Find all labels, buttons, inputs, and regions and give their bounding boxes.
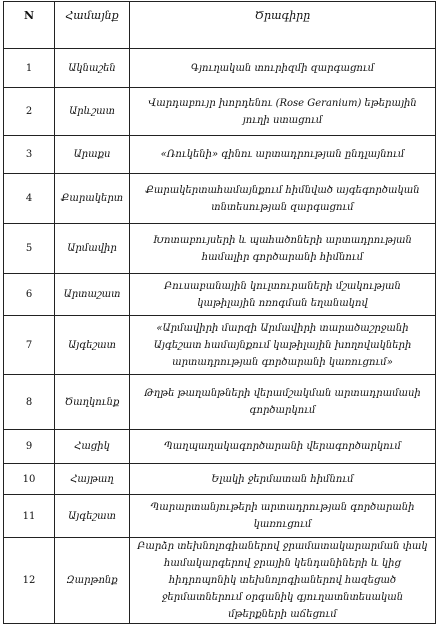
row-program: Բուսաբանային կուլտուրաների մշակության կաթիլային ոռոգման եղանակով	[130, 274, 436, 316]
table-row	[4, 49, 436, 88]
row-community: Հացիկ	[55, 430, 130, 464]
row-program: Բարձր տեխնոլոգիաներով ջրամատակարարման փակ համակարգերով ջրային կենդանիների և կից հիդրոպոնիկ տեխնոլոգիաներով հազեցած ջերմատներում օրգանիկ գյուղատնտեսական մթերքների աճեցում	[130, 538, 436, 624]
row-number: 7	[4, 316, 55, 375]
row-community: Արևշատ	[55, 88, 130, 136]
row-community: Արաքս	[55, 136, 130, 174]
row-number: 12	[4, 538, 55, 624]
table-row	[4, 174, 436, 224]
row-program: Գյուղական տուրիզմի զարգացում	[130, 49, 436, 88]
row-community: Արտաշատ	[55, 274, 130, 316]
row-number: 9	[4, 430, 55, 464]
table-body	[4, 49, 436, 624]
table-row	[4, 88, 436, 136]
table-row	[4, 495, 436, 538]
row-program: Պաղպաղակագործարանի վերագործարկում	[130, 430, 436, 464]
row-number: 2	[4, 88, 55, 136]
header-community: Համայնք	[55, 2, 130, 49]
row-program: Ելակի ջերմատան հիմնում	[130, 464, 436, 495]
row-program: Խոտաբույսերի և պահածոների արտադրության համալիր գործարանի հիմնում	[130, 224, 436, 274]
row-program: «Արմավիրի մարզի Արմավիրի տարածաշրջանի Այգեշատ համայնքում կաթիլային խողովակների արտադրության գործարանի կառուցում»	[130, 316, 436, 375]
row-community: Այգեշատ	[55, 316, 130, 375]
row-number: 1	[4, 49, 55, 88]
row-program: Թղթե թաղանթների վերամշակման արտադրամասի գործարկում	[130, 375, 436, 430]
row-community: Այգեշատ	[55, 495, 130, 538]
row-program: Պարարտանյութերի արտադրության գործարանի կառուցում	[130, 495, 436, 538]
row-number: 4	[4, 174, 55, 224]
header-number: N	[4, 2, 55, 49]
table-row	[4, 136, 436, 174]
table-row	[4, 375, 436, 430]
row-community: Զարթոնք	[55, 538, 130, 624]
row-number: 6	[4, 274, 55, 316]
table-row	[4, 316, 436, 375]
row-community: Հայթաղ	[55, 464, 130, 495]
header-program: Ծրագիրը	[130, 2, 436, 49]
row-number: 5	[4, 224, 55, 274]
row-community: Ակնաշեն	[55, 49, 130, 88]
table-row	[4, 430, 436, 464]
table-row	[4, 464, 436, 495]
programs-table	[3, 1, 436, 624]
table-row	[4, 224, 436, 274]
document-page	[3, 1, 435, 624]
row-number: 11	[4, 495, 55, 538]
row-community: Քարակերտ	[55, 174, 130, 224]
header-row	[4, 2, 436, 49]
row-program: «Ռուկենի» գինու արտադրության ընդլայնում	[130, 136, 436, 174]
row-number: 3	[4, 136, 55, 174]
table-row	[4, 538, 436, 624]
row-number: 8	[4, 375, 55, 430]
row-community: Ծաղկունք	[55, 375, 130, 430]
row-program: Վարդաբույր խորդենու (Rose Geranium) եթերային յուղի ստացում	[130, 88, 436, 136]
table-row	[4, 274, 436, 316]
row-community: Արմավիր	[55, 224, 130, 274]
row-program: Քարակերտահամայնքում հիմնված այգեգործական տնտեսության զարգացում	[130, 174, 436, 224]
table-header	[4, 2, 436, 49]
row-number: 10	[4, 464, 55, 495]
